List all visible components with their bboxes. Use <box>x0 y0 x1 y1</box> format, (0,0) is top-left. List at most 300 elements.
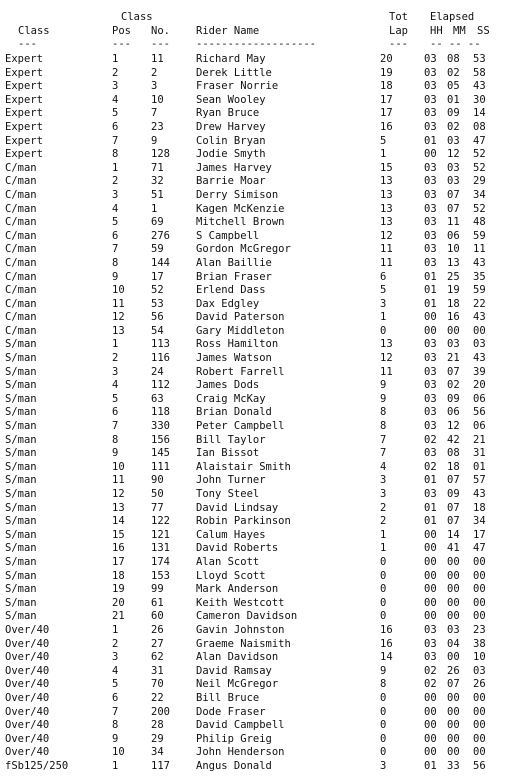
lap-cell: 0 <box>380 569 387 582</box>
table-row <box>0 67 514 81</box>
seconds-cell: 00 <box>473 324 486 337</box>
position-cell: 5 <box>112 392 119 405</box>
number-cell: 29 <box>151 732 164 745</box>
class-cell: C/man <box>5 161 37 174</box>
position-cell: 13 <box>112 501 125 514</box>
minutes-cell: 12 <box>447 420 460 433</box>
table-row <box>0 80 514 94</box>
rider-name-cell: Drew Harvey <box>196 120 266 133</box>
class-cell: C/man <box>5 243 37 256</box>
rider-name-cell: Robert Farrell <box>196 365 285 378</box>
minutes-cell: 08 <box>447 447 460 460</box>
table-row <box>0 542 514 556</box>
rider-name-cell: Kagen McKenzie <box>196 202 285 215</box>
position-cell: 5 <box>112 678 119 691</box>
lap-cell: 5 <box>380 134 387 147</box>
hours-cell: 03 <box>424 352 437 365</box>
table-row <box>0 148 514 162</box>
number-cell: 10 <box>151 93 164 106</box>
lap-cell: 12 <box>380 229 393 242</box>
seconds-cell: 48 <box>473 216 486 229</box>
rider-name-cell: David Paterson <box>196 311 285 324</box>
class-cell: C/man <box>5 229 37 242</box>
class-cell: S/man <box>5 392 37 405</box>
minutes-cell: 00 <box>447 583 460 596</box>
table-row <box>0 447 514 461</box>
position-cell: 6 <box>112 120 119 133</box>
lap-cell: 6 <box>380 270 387 283</box>
number-cell: 26 <box>151 623 164 636</box>
table-row <box>0 121 514 135</box>
class-cell: S/man <box>5 338 37 351</box>
lap-cell: 16 <box>380 120 393 133</box>
table-row <box>0 298 514 312</box>
number-cell: 145 <box>151 447 170 460</box>
header-mm: MM <box>453 25 466 37</box>
rider-name-cell: Derry Simison <box>196 188 279 201</box>
lap-cell: 0 <box>380 732 387 745</box>
hours-cell: 03 <box>424 66 437 79</box>
seconds-cell: 29 <box>473 175 486 188</box>
lap-cell: 0 <box>380 746 387 759</box>
minutes-cell: 03 <box>447 175 460 188</box>
class-cell: Over/40 <box>5 691 50 704</box>
header-pos: Pos <box>112 25 131 37</box>
lap-cell: 7 <box>380 447 387 460</box>
rider-name-cell: Gavin Johnston <box>196 623 285 636</box>
hours-cell: 02 <box>424 664 437 677</box>
position-cell: 4 <box>112 93 119 106</box>
seconds-cell: 06 <box>473 420 486 433</box>
position-cell: 15 <box>112 528 125 541</box>
position-cell: 9 <box>112 270 119 283</box>
class-cell: C/man <box>5 216 37 229</box>
number-cell: 112 <box>151 379 170 392</box>
rider-name-cell: Keith Westcott <box>196 596 285 609</box>
lap-cell: 1 <box>380 528 387 541</box>
lap-cell: 3 <box>380 474 387 487</box>
hours-cell: 03 <box>424 161 437 174</box>
hours-cell: 03 <box>424 216 437 229</box>
minutes-cell: 09 <box>447 488 460 500</box>
rider-name-cell: Erlend Dass <box>196 284 266 297</box>
table-row <box>0 556 514 570</box>
class-cell: S/man <box>5 379 37 392</box>
table-row <box>0 189 514 203</box>
seconds-cell: 00 <box>473 555 486 568</box>
table-row <box>0 338 514 352</box>
hours-cell: 03 <box>424 93 437 106</box>
rider-name-cell: Colin Bryan <box>196 134 266 147</box>
number-cell: 56 <box>151 311 164 324</box>
position-cell: 3 <box>112 651 119 664</box>
position-cell: 2 <box>112 352 119 365</box>
number-cell: 63 <box>151 392 164 405</box>
lap-cell: 0 <box>380 583 387 596</box>
hours-cell: 03 <box>424 420 437 433</box>
rider-name-cell: Craig McKay <box>196 392 266 405</box>
table-row <box>0 53 514 67</box>
class-cell: Expert <box>5 134 43 147</box>
number-cell: 7 <box>151 107 158 120</box>
lap-cell: 11 <box>380 243 393 256</box>
class-cell: S/man <box>5 420 37 433</box>
minutes-cell: 00 <box>447 719 460 732</box>
number-cell: 59 <box>151 243 164 256</box>
hours-cell: 00 <box>424 311 437 324</box>
rule-time: -- -- -- <box>430 38 481 50</box>
header-class-top: Class <box>121 11 153 23</box>
rider-name-cell: John Turner <box>196 474 266 487</box>
hours-cell: 01 <box>424 297 437 310</box>
rider-name-cell: Ryan Bruce <box>196 107 260 120</box>
hours-cell: 00 <box>424 528 437 541</box>
number-cell: 70 <box>151 678 164 691</box>
number-cell: 200 <box>151 705 170 718</box>
rider-name-cell: S Campbell <box>196 229 260 242</box>
hours-cell: 01 <box>424 759 437 772</box>
class-cell: Expert <box>5 148 43 161</box>
class-cell: C/man <box>5 270 37 283</box>
minutes-cell: 00 <box>447 732 460 745</box>
rider-name-cell: Alan Davidson <box>196 651 279 664</box>
class-cell: C/man <box>5 284 37 297</box>
position-cell: 9 <box>112 447 119 460</box>
minutes-cell: 00 <box>447 651 460 664</box>
class-cell: C/man <box>5 256 37 269</box>
table-row <box>0 284 514 298</box>
lap-cell: 13 <box>380 202 393 215</box>
number-cell: 153 <box>151 569 170 582</box>
minutes-cell: 42 <box>447 433 460 446</box>
number-cell: 23 <box>151 120 164 133</box>
seconds-cell: 00 <box>473 610 486 623</box>
hours-cell: 03 <box>424 406 437 419</box>
lap-cell: 0 <box>380 705 387 718</box>
number-cell: 3 <box>151 80 158 93</box>
position-cell: 18 <box>112 569 125 582</box>
seconds-cell: 52 <box>473 161 486 174</box>
minutes-cell: 03 <box>447 134 460 147</box>
lap-cell: 0 <box>380 691 387 704</box>
minutes-cell: 05 <box>447 80 460 93</box>
lap-cell: 0 <box>380 596 387 609</box>
lap-cell: 12 <box>380 352 393 365</box>
seconds-cell: 06 <box>473 392 486 405</box>
position-cell: 19 <box>112 583 125 596</box>
lap-cell: 8 <box>380 406 387 419</box>
seconds-cell: 00 <box>473 719 486 732</box>
position-cell: 16 <box>112 542 125 555</box>
seconds-cell: 52 <box>473 148 486 161</box>
table-row <box>0 502 514 516</box>
table-row <box>0 610 514 624</box>
hours-cell: 00 <box>424 719 437 732</box>
table-row <box>0 651 514 665</box>
rider-name-cell: Gary Middleton <box>196 324 285 337</box>
table-row <box>0 760 514 774</box>
minutes-cell: 33 <box>447 759 460 772</box>
number-cell: 276 <box>151 229 170 242</box>
lap-cell: 5 <box>380 284 387 297</box>
class-cell: S/man <box>5 610 37 623</box>
class-cell: Over/40 <box>5 732 50 745</box>
header-lap: Lap <box>389 25 408 37</box>
table-row <box>0 638 514 652</box>
rider-name-cell: Richard May <box>196 53 266 65</box>
hours-cell: 03 <box>424 365 437 378</box>
hours-cell: 03 <box>424 651 437 664</box>
position-cell: 21 <box>112 610 125 623</box>
rider-name-cell: David Ramsay <box>196 664 272 677</box>
minutes-cell: 26 <box>447 664 460 677</box>
lap-cell: 13 <box>380 175 393 188</box>
hours-cell: 02 <box>424 460 437 473</box>
seconds-cell: 59 <box>473 229 486 242</box>
hours-cell: 03 <box>424 120 437 133</box>
seconds-cell: 43 <box>473 488 486 500</box>
table-row <box>0 583 514 597</box>
table-row <box>0 420 514 434</box>
seconds-cell: 43 <box>473 352 486 365</box>
seconds-cell: 00 <box>473 746 486 759</box>
number-cell: 62 <box>151 651 164 664</box>
rider-name-cell: Tony Steel <box>196 488 260 500</box>
class-cell: S/man <box>5 528 37 541</box>
lap-cell: 1 <box>380 148 387 161</box>
minutes-cell: 00 <box>447 746 460 759</box>
seconds-cell: 22 <box>473 297 486 310</box>
lap-cell: 9 <box>380 379 387 392</box>
seconds-cell: 56 <box>473 759 486 772</box>
class-cell: Expert <box>5 53 43 65</box>
table-row <box>0 488 514 502</box>
class-cell: C/man <box>5 175 37 188</box>
class-cell: S/man <box>5 447 37 460</box>
position-cell: 1 <box>112 53 119 65</box>
class-cell: C/man <box>5 297 37 310</box>
seconds-cell: 03 <box>473 664 486 677</box>
header-no: No. <box>151 25 170 37</box>
position-cell: 3 <box>112 365 119 378</box>
rider-name-cell: Derek Little <box>196 66 272 79</box>
position-cell: 6 <box>112 406 119 419</box>
lap-cell: 0 <box>380 555 387 568</box>
rider-name-cell: James Harvey <box>196 161 272 174</box>
position-cell: 8 <box>112 148 119 161</box>
hours-cell: 03 <box>424 107 437 120</box>
seconds-cell: 14 <box>473 107 486 120</box>
minutes-cell: 00 <box>447 324 460 337</box>
seconds-cell: 21 <box>473 433 486 446</box>
rider-name-cell: Bill Taylor <box>196 433 266 446</box>
table-row <box>0 162 514 176</box>
class-cell: S/man <box>5 501 37 514</box>
class-cell: C/man <box>5 311 37 324</box>
minutes-cell: 12 <box>447 148 460 161</box>
table-row <box>0 570 514 584</box>
table-row <box>0 257 514 271</box>
class-cell: S/man <box>5 569 37 582</box>
lap-cell: 0 <box>380 324 387 337</box>
rider-name-cell: Neil McGregor <box>196 678 279 691</box>
rider-name-cell: Alan Baillie <box>196 256 272 269</box>
rider-name-cell: Sean Wooley <box>196 93 266 106</box>
rider-name-cell: Cameron Davidson <box>196 610 298 623</box>
lap-cell: 0 <box>380 719 387 732</box>
class-cell: Expert <box>5 120 43 133</box>
position-cell: 8 <box>112 256 119 269</box>
seconds-cell: 18 <box>473 501 486 514</box>
lap-cell: 13 <box>380 216 393 229</box>
minutes-cell: 00 <box>447 610 460 623</box>
rider-name-cell: Barrie Moar <box>196 175 266 188</box>
table-row <box>0 706 514 720</box>
position-cell: 2 <box>112 66 119 79</box>
class-cell: S/man <box>5 555 37 568</box>
table-row <box>0 203 514 217</box>
number-cell: 50 <box>151 488 164 500</box>
number-cell: 131 <box>151 542 170 555</box>
hours-cell: 03 <box>424 447 437 460</box>
position-cell: 2 <box>112 637 119 650</box>
class-cell: S/man <box>5 488 37 500</box>
class-cell: Over/40 <box>5 746 50 759</box>
seconds-cell: 57 <box>473 474 486 487</box>
position-cell: 13 <box>112 324 125 337</box>
number-cell: 111 <box>151 460 170 473</box>
seconds-cell: 43 <box>473 80 486 93</box>
rider-name-cell: James Dods <box>196 379 260 392</box>
position-cell: 3 <box>112 188 119 201</box>
seconds-cell: 59 <box>473 284 486 297</box>
number-cell: 27 <box>151 637 164 650</box>
rule-pos: --- <box>112 38 131 50</box>
rule-class: --- <box>18 38 37 50</box>
header-elapsed: Elapsed <box>430 11 475 23</box>
number-cell: 117 <box>151 759 170 772</box>
rider-name-cell: Calum Hayes <box>196 528 266 541</box>
hours-cell: 03 <box>424 175 437 188</box>
lap-cell: 17 <box>380 107 393 120</box>
rider-name-cell: Peter Campbell <box>196 420 285 433</box>
position-cell: 10 <box>112 284 125 297</box>
number-cell: 2 <box>151 66 158 79</box>
class-cell: fSb125/250 <box>5 759 69 772</box>
lap-cell: 17 <box>380 93 393 106</box>
number-cell: 17 <box>151 270 164 283</box>
seconds-cell: 47 <box>473 134 486 147</box>
minutes-cell: 18 <box>447 297 460 310</box>
minutes-cell: 02 <box>447 379 460 392</box>
rider-name-cell: Ross Hamilton <box>196 338 279 351</box>
hours-cell: 00 <box>424 732 437 745</box>
seconds-cell: 30 <box>473 93 486 106</box>
lap-cell: 0 <box>380 610 387 623</box>
number-cell: 128 <box>151 148 170 161</box>
seconds-cell: 53 <box>473 53 486 65</box>
lap-cell: 20 <box>380 53 393 65</box>
number-cell: 9 <box>151 134 158 147</box>
position-cell: 5 <box>112 216 119 229</box>
rider-name-cell: Fraser Norrie <box>196 80 279 93</box>
seconds-cell: 17 <box>473 528 486 541</box>
table-row <box>0 474 514 488</box>
minutes-cell: 07 <box>447 678 460 691</box>
seconds-cell: 56 <box>473 406 486 419</box>
number-cell: 52 <box>151 284 164 297</box>
minutes-cell: 13 <box>447 256 460 269</box>
rider-name-cell: Mark Anderson <box>196 583 279 596</box>
minutes-cell: 02 <box>447 120 460 133</box>
hours-cell: 03 <box>424 637 437 650</box>
rule-no: --- <box>151 38 170 50</box>
rider-name-cell: John Henderson <box>196 746 285 759</box>
class-cell: S/man <box>5 583 37 596</box>
lap-cell: 15 <box>380 161 393 174</box>
seconds-cell: 00 <box>473 596 486 609</box>
hours-cell: 00 <box>424 610 437 623</box>
number-cell: 99 <box>151 583 164 596</box>
position-cell: 1 <box>112 759 119 772</box>
hours-cell: 01 <box>424 501 437 514</box>
class-cell: Over/40 <box>5 623 50 636</box>
lap-cell: 13 <box>380 188 393 201</box>
minutes-cell: 16 <box>447 311 460 324</box>
hours-cell: 02 <box>424 678 437 691</box>
seconds-cell: 01 <box>473 460 486 473</box>
hours-cell: 00 <box>424 148 437 161</box>
hours-cell: 03 <box>424 379 437 392</box>
table-row <box>0 366 514 380</box>
seconds-cell: 39 <box>473 365 486 378</box>
minutes-cell: 41 <box>447 542 460 555</box>
rider-name-cell: Angus Donald <box>196 759 272 772</box>
seconds-cell: 11 <box>473 243 486 256</box>
minutes-cell: 03 <box>447 623 460 636</box>
table-row <box>0 746 514 760</box>
table-row <box>0 719 514 733</box>
number-cell: 90 <box>151 474 164 487</box>
position-cell: 7 <box>112 705 119 718</box>
position-cell: 2 <box>112 175 119 188</box>
rider-name-cell: Alaistair Smith <box>196 460 291 473</box>
position-cell: 11 <box>112 297 125 310</box>
hours-cell: 01 <box>424 284 437 297</box>
lap-cell: 9 <box>380 392 387 405</box>
hours-cell: 00 <box>424 705 437 718</box>
seconds-cell: 43 <box>473 256 486 269</box>
minutes-cell: 03 <box>447 161 460 174</box>
seconds-cell: 52 <box>473 202 486 215</box>
number-cell: 116 <box>151 352 170 365</box>
table-row <box>0 135 514 149</box>
seconds-cell: 34 <box>473 188 486 201</box>
class-cell: Over/40 <box>5 719 50 732</box>
number-cell: 122 <box>151 515 170 528</box>
class-cell: Over/40 <box>5 637 50 650</box>
lap-cell: 4 <box>380 460 387 473</box>
position-cell: 1 <box>112 161 119 174</box>
seconds-cell: 00 <box>473 705 486 718</box>
number-cell: 121 <box>151 528 170 541</box>
rider-name-cell: Bill Bruce <box>196 691 260 704</box>
minutes-cell: 10 <box>447 243 460 256</box>
hours-cell: 02 <box>424 433 437 446</box>
minutes-cell: 07 <box>447 474 460 487</box>
hours-cell: 00 <box>424 569 437 582</box>
rider-name-cell: David Lindsay <box>196 501 279 514</box>
